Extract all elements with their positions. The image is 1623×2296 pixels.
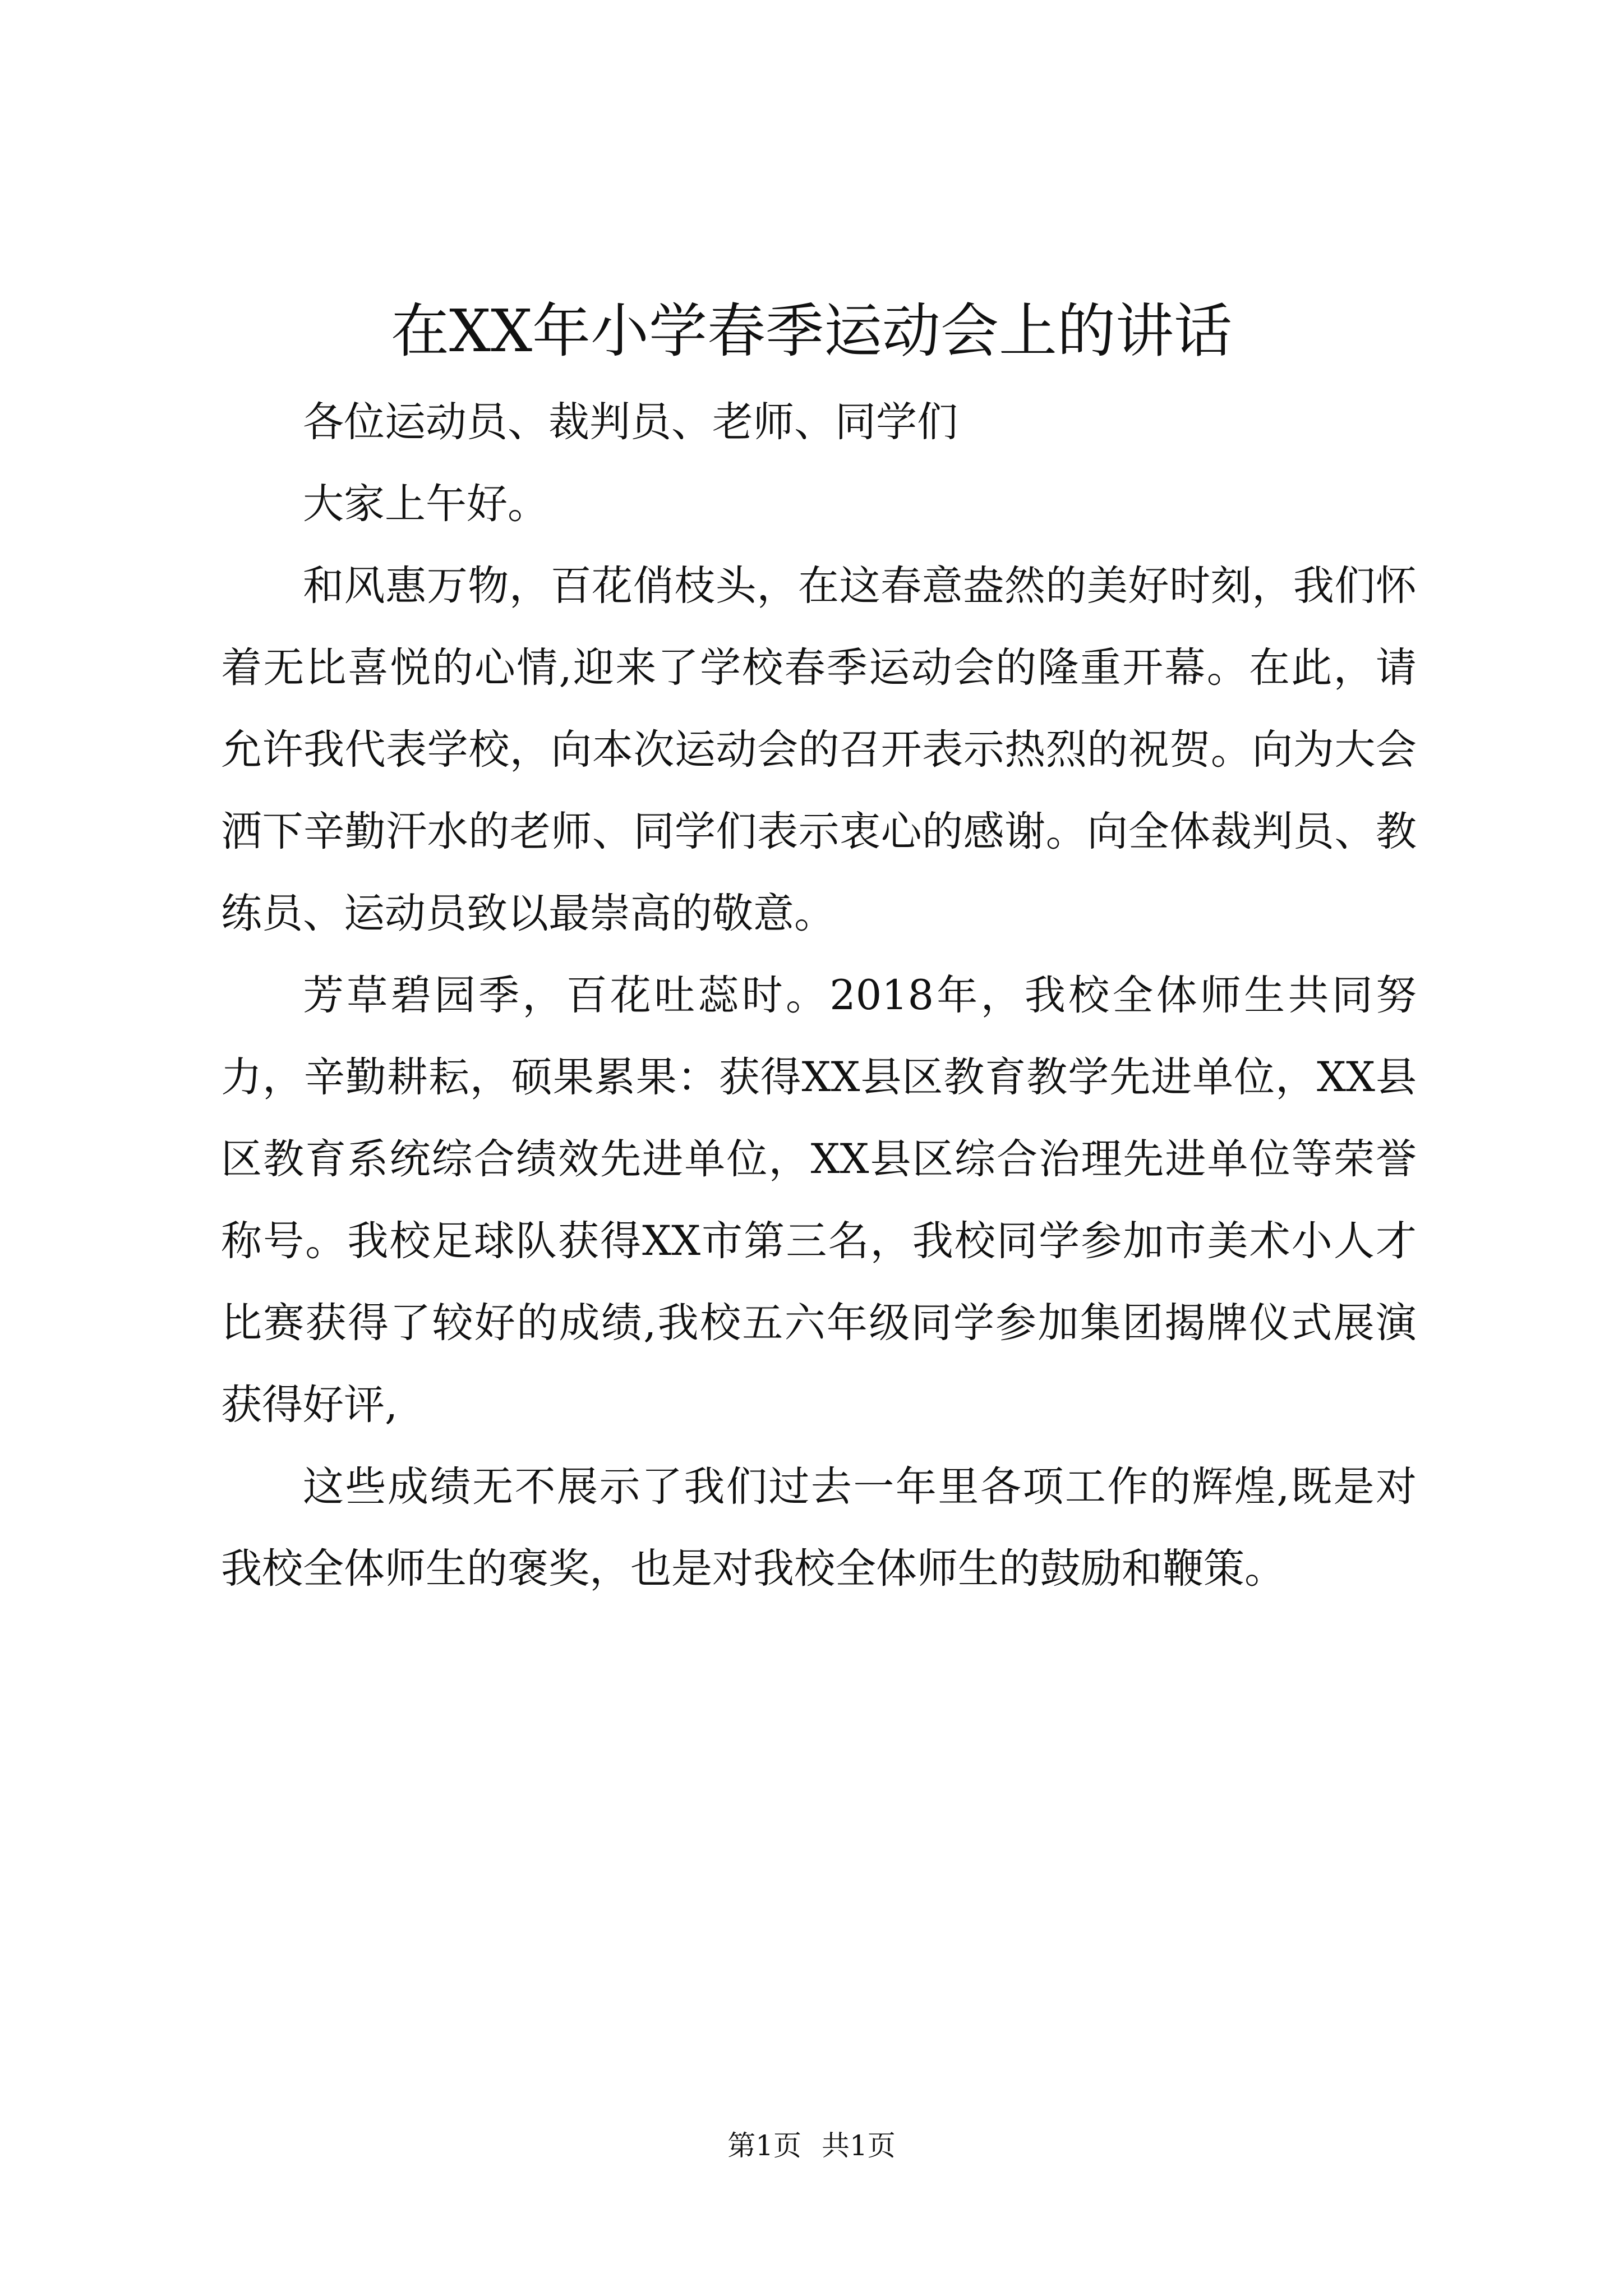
- opening-paragraph: 和风惠万物，百花俏枝头，在这春意盎然的美好时刻，我们怀着无比喜悦的心情,迎来了学校春季运动会的隆重开幕。在此，请允许我代表学校，向本次运动会的召开表示热烈的祝贺。向为大会洒下辛勤汗水的老师、同学们表示衷心的感谢。向全体裁判员、教练员、运动员致以最崇高的敬意。: [221, 562, 1417, 937]
- document-body: [221, 381, 1417, 1610]
- closing-paragraph: 这些成绩无不展示了我们过去一年里各项工作的辉煌,既是对我校全体师生的褒奖，也是对我校全体师生的鼓励和鞭策。: [221, 1463, 1417, 1593]
- achievements-paragraph: 芳草碧园季，百花吐蕊时。2018年，我校全体师生共同努力，辛勤耕耘，硕果累果：获得XX县区教育教学先进单位，XX县区教育系统综合绩效先进单位，XX县区综合治理先进单位等荣誉称号。我校足球队获得XX市第三名，我校同学参加市美术小人才比赛获得了较好的成绩,我校五六年级同学参加集团揭牌仪式展演获得好评,: [221, 972, 1417, 1429]
- page-total: 共1页: [822, 2129, 896, 2162]
- page-footer: [0, 2126, 1623, 2165]
- page-number: 第1页: [727, 2129, 801, 2162]
- document-title: 在XX年小学春季运动会上的讲话: [390, 297, 1233, 365]
- greeting-paragraph: 大家上午好。: [303, 480, 548, 528]
- salutation-paragraph: 各位运动员、裁判员、老师、同学们: [303, 398, 958, 446]
